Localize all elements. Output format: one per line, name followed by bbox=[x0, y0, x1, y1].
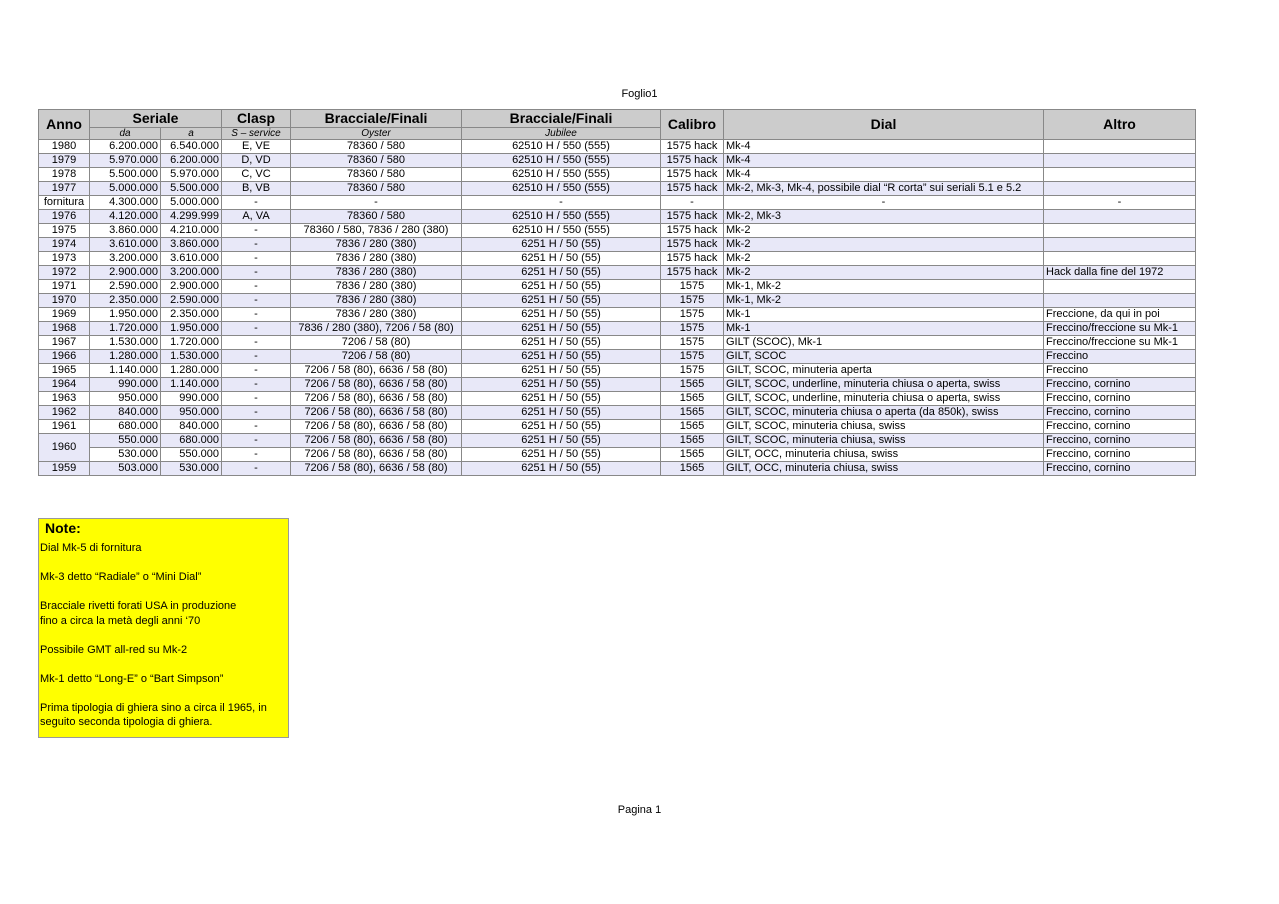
cell-clasp: - bbox=[222, 238, 291, 252]
cell-seriale-a: 1.950.000 bbox=[161, 322, 222, 336]
cell-anno: 1959 bbox=[39, 462, 90, 476]
note-line: fino a circa la metà degli anni ‘70 bbox=[40, 614, 201, 627]
cell-jubilee: 62510 H / 550 (555) bbox=[462, 154, 661, 168]
cell-clasp: - bbox=[222, 434, 291, 448]
table-row bbox=[39, 182, 1196, 196]
cell-dial: Mk-2, Mk-3, Mk-4, possibile dial “R corta” sui seriali 5.1 e 5.2 bbox=[724, 182, 1044, 196]
sheet-title: Foglio1 bbox=[621, 88, 658, 100]
note-gap bbox=[39, 628, 288, 643]
cell-calibro: 1575 bbox=[661, 280, 724, 294]
table-row bbox=[39, 336, 1196, 350]
cell-seriale-a: 5.000.000 bbox=[161, 196, 222, 210]
cell-oyster: 7206 / 58 (80), 6636 / 58 (80) bbox=[291, 378, 462, 392]
cell-clasp: - bbox=[222, 294, 291, 308]
cell-anno: 1960 bbox=[39, 434, 90, 462]
cell-clasp: - bbox=[222, 378, 291, 392]
cell-calibro: - bbox=[661, 196, 724, 210]
cell-calibro: 1565 bbox=[661, 420, 724, 434]
cell-seriale-a: 3.200.000 bbox=[161, 266, 222, 280]
cell-oyster: 7836 / 280 (380) bbox=[291, 266, 462, 280]
cell-seriale-da: 503.000 bbox=[90, 462, 161, 476]
cell-jubilee: 6251 H / 50 (55) bbox=[462, 252, 661, 266]
cell-jubilee: 62510 H / 550 (555) bbox=[462, 182, 661, 196]
cell-oyster: 78360 / 580 bbox=[291, 182, 462, 196]
cell-seriale-da: 5.970.000 bbox=[90, 154, 161, 168]
cell-altro bbox=[1044, 182, 1196, 196]
header-seriale: Seriale bbox=[90, 110, 222, 128]
cell-dial: GILT (SCOC), Mk-1 bbox=[724, 336, 1044, 350]
table-row bbox=[39, 140, 1196, 154]
header-calibro: Calibro bbox=[661, 110, 724, 140]
cell-seriale-da: 1.950.000 bbox=[90, 308, 161, 322]
cell-seriale-da: 840.000 bbox=[90, 406, 161, 420]
cell-anno: 1971 bbox=[39, 280, 90, 294]
cell-calibro: 1565 bbox=[661, 378, 724, 392]
cell-jubilee: 6251 H / 50 (55) bbox=[462, 266, 661, 280]
cell-anno: 1975 bbox=[39, 224, 90, 238]
table-row bbox=[39, 420, 1196, 434]
table-row bbox=[39, 378, 1196, 392]
cell-anno: 1974 bbox=[39, 238, 90, 252]
cell-calibro: 1575 hack bbox=[661, 168, 724, 182]
cell-clasp: - bbox=[222, 350, 291, 364]
cell-dial: Mk-2 bbox=[724, 252, 1044, 266]
table-row bbox=[39, 434, 1196, 448]
cell-anno: 1977 bbox=[39, 182, 90, 196]
cell-seriale-da: 3.200.000 bbox=[90, 252, 161, 266]
cell-clasp: - bbox=[222, 266, 291, 280]
cell-anno: 1972 bbox=[39, 266, 90, 280]
table-row bbox=[39, 224, 1196, 238]
cell-seriale-a: 1.280.000 bbox=[161, 364, 222, 378]
cell-altro bbox=[1044, 154, 1196, 168]
cell-jubilee: 62510 H / 550 (555) bbox=[462, 140, 661, 154]
table-row bbox=[39, 294, 1196, 308]
table-row bbox=[39, 266, 1196, 280]
cell-anno: 1961 bbox=[39, 420, 90, 434]
cell-clasp: - bbox=[222, 448, 291, 462]
cell-calibro: 1565 bbox=[661, 448, 724, 462]
header-clasp-sub: S – service bbox=[222, 128, 291, 140]
cell-jubilee: 6251 H / 50 (55) bbox=[462, 392, 661, 406]
cell-oyster: 7206 / 58 (80), 6636 / 58 (80) bbox=[291, 462, 462, 476]
table-row bbox=[39, 364, 1196, 378]
cell-anno: 1966 bbox=[39, 350, 90, 364]
cell-dial: Mk-2, Mk-3 bbox=[724, 210, 1044, 224]
cell-altro bbox=[1044, 280, 1196, 294]
header-seriale-da: da bbox=[90, 128, 161, 140]
cell-jubilee: 62510 H / 550 (555) bbox=[462, 168, 661, 182]
cell-calibro: 1575 hack bbox=[661, 252, 724, 266]
header-anno: Anno bbox=[39, 110, 90, 140]
cell-altro bbox=[1044, 252, 1196, 266]
cell-jubilee: 6251 H / 50 (55) bbox=[462, 448, 661, 462]
header-dial: Dial bbox=[724, 110, 1044, 140]
cell-anno: 1979 bbox=[39, 154, 90, 168]
cell-altro bbox=[1044, 210, 1196, 224]
note-lines bbox=[39, 541, 288, 730]
table-row bbox=[39, 196, 1196, 210]
cell-dial: GILT, SCOC, minuteria chiusa, swiss bbox=[724, 420, 1044, 434]
cell-jubilee: 6251 H / 50 (55) bbox=[462, 434, 661, 448]
cell-calibro: 1575 bbox=[661, 294, 724, 308]
cell-jubilee: - bbox=[462, 196, 661, 210]
cell-oyster: 78360 / 580 bbox=[291, 154, 462, 168]
note-title: Note: bbox=[45, 520, 81, 536]
cell-oyster: 78360 / 580 bbox=[291, 210, 462, 224]
note-line: seguito seconda tipologia di ghiera. bbox=[40, 716, 213, 728]
note-line: Mk-1 detto “Long-E” o “Bart Simpson” bbox=[40, 672, 224, 685]
cell-oyster: 7836 / 280 (380) bbox=[291, 308, 462, 322]
cell-seriale-da: 2.350.000 bbox=[90, 294, 161, 308]
cell-seriale-da: 1.280.000 bbox=[90, 350, 161, 364]
cell-seriale-a: 2.590.000 bbox=[161, 294, 222, 308]
cell-calibro: 1575 hack bbox=[661, 210, 724, 224]
cell-calibro: 1575 bbox=[661, 308, 724, 322]
cell-altro: Freccino bbox=[1044, 364, 1196, 378]
cell-oyster: 7206 / 58 (80) bbox=[291, 336, 462, 350]
note-gap bbox=[39, 585, 288, 600]
cell-clasp: - bbox=[222, 280, 291, 294]
cell-jubilee: 6251 H / 50 (55) bbox=[462, 280, 661, 294]
cell-anno: 1970 bbox=[39, 294, 90, 308]
note-gap bbox=[39, 556, 288, 571]
cell-oyster: 78360 / 580 bbox=[291, 140, 462, 154]
note-line: Dial Mk-5 di fornitura bbox=[40, 542, 142, 554]
cell-seriale-a: 1.720.000 bbox=[161, 336, 222, 350]
cell-jubilee: 62510 H / 550 (555) bbox=[462, 210, 661, 224]
cell-oyster: 7206 / 58 (80), 6636 / 58 (80) bbox=[291, 392, 462, 406]
cell-clasp: E, VE bbox=[222, 140, 291, 154]
cell-jubilee: 6251 H / 50 (55) bbox=[462, 364, 661, 378]
cell-oyster: - bbox=[291, 196, 462, 210]
cell-dial: Mk-2 bbox=[724, 224, 1044, 238]
cell-clasp: - bbox=[222, 224, 291, 238]
cell-oyster: 7206 / 58 (80), 6636 / 58 (80) bbox=[291, 406, 462, 420]
cell-calibro: 1575 hack bbox=[661, 266, 724, 280]
cell-jubilee: 6251 H / 50 (55) bbox=[462, 350, 661, 364]
cell-oyster: 7206 / 58 (80), 6636 / 58 (80) bbox=[291, 434, 462, 448]
cell-altro: Hack dalla fine del 1972 bbox=[1044, 266, 1196, 280]
cell-jubilee: 6251 H / 50 (55) bbox=[462, 294, 661, 308]
cell-dial: GILT, SCOC, underline, minuteria chiusa o aperta, swiss bbox=[724, 378, 1044, 392]
cell-oyster: 7836 / 280 (380) bbox=[291, 252, 462, 266]
cell-jubilee: 62510 H / 550 (555) bbox=[462, 224, 661, 238]
cell-anno: 1978 bbox=[39, 168, 90, 182]
header-altro: Altro bbox=[1044, 110, 1196, 140]
table-row bbox=[39, 252, 1196, 266]
cell-seriale-da: 1.720.000 bbox=[90, 322, 161, 336]
cell-oyster: 7836 / 280 (380), 7206 / 58 (80) bbox=[291, 322, 462, 336]
cell-anno: 1962 bbox=[39, 406, 90, 420]
cell-seriale-a: 3.610.000 bbox=[161, 252, 222, 266]
cell-jubilee: 6251 H / 50 (55) bbox=[462, 238, 661, 252]
note-line: Prima tipologia di ghiera sino a circa il 1965, in bbox=[40, 701, 267, 714]
cell-oyster: 7206 / 58 (80) bbox=[291, 350, 462, 364]
cell-clasp: - bbox=[222, 364, 291, 378]
table-row bbox=[39, 168, 1196, 182]
header-bracciale-oyster: Bracciale/Finali bbox=[291, 110, 462, 128]
header-jubilee-sub: Jubilee bbox=[462, 128, 661, 140]
note-line: Bracciale rivetti forati USA in produzione bbox=[40, 600, 237, 612]
cell-altro: Freccino, cornino bbox=[1044, 434, 1196, 448]
note-line: Possibile GMT all-red su Mk-2 bbox=[40, 643, 188, 656]
cell-jubilee: 6251 H / 50 (55) bbox=[462, 378, 661, 392]
cell-clasp: - bbox=[222, 406, 291, 420]
cell-clasp: D, VD bbox=[222, 154, 291, 168]
cell-seriale-da: 4.300.000 bbox=[90, 196, 161, 210]
table-row bbox=[39, 154, 1196, 168]
cell-dial: GILT, OCC, minuteria chiusa, swiss bbox=[724, 462, 1044, 476]
cell-calibro: 1575 bbox=[661, 364, 724, 378]
cell-dial: Mk-1 bbox=[724, 308, 1044, 322]
cell-seriale-a: 950.000 bbox=[161, 406, 222, 420]
cell-oyster: 7836 / 280 (380) bbox=[291, 238, 462, 252]
cell-dial: Mk-4 bbox=[724, 140, 1044, 154]
cell-seriale-da: 530.000 bbox=[90, 448, 161, 462]
cell-anno: 1980 bbox=[39, 140, 90, 154]
cell-altro: - bbox=[1044, 196, 1196, 210]
table-row bbox=[39, 308, 1196, 322]
cell-jubilee: 6251 H / 50 (55) bbox=[462, 322, 661, 336]
cell-altro bbox=[1044, 140, 1196, 154]
cell-clasp: - bbox=[222, 336, 291, 350]
cell-calibro: 1575 hack bbox=[661, 238, 724, 252]
cell-altro: Freccino, cornino bbox=[1044, 392, 1196, 406]
cell-clasp: - bbox=[222, 252, 291, 266]
cell-calibro: 1565 bbox=[661, 406, 724, 420]
cell-clasp: - bbox=[222, 392, 291, 406]
cell-seriale-a: 2.900.000 bbox=[161, 280, 222, 294]
cell-seriale-da: 1.140.000 bbox=[90, 364, 161, 378]
cell-seriale-a: 5.970.000 bbox=[161, 168, 222, 182]
cell-calibro: 1575 hack bbox=[661, 224, 724, 238]
cell-seriale-da: 6.200.000 bbox=[90, 140, 161, 154]
cell-oyster: 7206 / 58 (80), 6636 / 58 (80) bbox=[291, 448, 462, 462]
cell-seriale-a: 4.299.999 bbox=[161, 210, 222, 224]
cell-seriale-da: 2.590.000 bbox=[90, 280, 161, 294]
cell-clasp: - bbox=[222, 196, 291, 210]
cell-oyster: 7206 / 58 (80), 6636 / 58 (80) bbox=[291, 364, 462, 378]
cell-seriale-a: 1.530.000 bbox=[161, 350, 222, 364]
cell-anno: 1963 bbox=[39, 392, 90, 406]
table-row bbox=[39, 462, 1196, 476]
cell-dial: Mk-1, Mk-2 bbox=[724, 280, 1044, 294]
cell-clasp: A, VA bbox=[222, 210, 291, 224]
table-row bbox=[39, 406, 1196, 420]
cell-seriale-a: 990.000 bbox=[161, 392, 222, 406]
cell-oyster: 7836 / 280 (380) bbox=[291, 280, 462, 294]
serial-table bbox=[38, 109, 1196, 476]
cell-altro: Freccino, cornino bbox=[1044, 378, 1196, 392]
cell-clasp: - bbox=[222, 322, 291, 336]
cell-oyster: 78360 / 580, 7836 / 280 (380) bbox=[291, 224, 462, 238]
cell-jubilee: 6251 H / 50 (55) bbox=[462, 420, 661, 434]
cell-dial: Mk-2 bbox=[724, 238, 1044, 252]
cell-anno: 1973 bbox=[39, 252, 90, 266]
cell-dial: Mk-1 bbox=[724, 322, 1044, 336]
cell-seriale-a: 4.210.000 bbox=[161, 224, 222, 238]
cell-dial: GILT, SCOC bbox=[724, 350, 1044, 364]
cell-altro bbox=[1044, 168, 1196, 182]
cell-seriale-da: 950.000 bbox=[90, 392, 161, 406]
cell-altro: Freccione, da qui in poi bbox=[1044, 308, 1196, 322]
cell-seriale-a: 840.000 bbox=[161, 420, 222, 434]
cell-clasp: - bbox=[222, 420, 291, 434]
header-oyster-sub: Oyster bbox=[291, 128, 462, 140]
cell-altro: Freccino, cornino bbox=[1044, 406, 1196, 420]
cell-dial: Mk-1, Mk-2 bbox=[724, 294, 1044, 308]
table-row bbox=[39, 350, 1196, 364]
header-seriale-a: a bbox=[161, 128, 222, 140]
table-row bbox=[39, 322, 1196, 336]
cell-seriale-da: 5.500.000 bbox=[90, 168, 161, 182]
cell-oyster: 7206 / 58 (80), 6636 / 58 (80) bbox=[291, 420, 462, 434]
cell-altro: Freccino, cornino bbox=[1044, 448, 1196, 462]
cell-calibro: 1575 bbox=[661, 322, 724, 336]
cell-jubilee: 6251 H / 50 (55) bbox=[462, 336, 661, 350]
note-gap bbox=[39, 657, 288, 672]
cell-dial: GILT, SCOC, minuteria chiusa, swiss bbox=[724, 434, 1044, 448]
cell-seriale-da: 2.900.000 bbox=[90, 266, 161, 280]
cell-anno: 1965 bbox=[39, 364, 90, 378]
page-footer: Pagina 1 bbox=[617, 804, 662, 816]
cell-dial: Mk-4 bbox=[724, 154, 1044, 168]
cell-dial: - bbox=[724, 196, 1044, 210]
cell-altro: Freccino/freccione su Mk-1 bbox=[1044, 322, 1196, 336]
cell-seriale-da: 3.860.000 bbox=[90, 224, 161, 238]
cell-anno: 1969 bbox=[39, 308, 90, 322]
cell-seriale-da: 550.000 bbox=[90, 434, 161, 448]
cell-anno: 1964 bbox=[39, 378, 90, 392]
header-bracciale-jubilee: Bracciale/Finali bbox=[462, 110, 661, 128]
cell-calibro: 1565 bbox=[661, 462, 724, 476]
cell-anno: 1967 bbox=[39, 336, 90, 350]
cell-altro: Freccino/freccione su Mk-1 bbox=[1044, 336, 1196, 350]
table-row bbox=[39, 280, 1196, 294]
cell-calibro: 1575 hack bbox=[661, 154, 724, 168]
cell-jubilee: 6251 H / 50 (55) bbox=[462, 406, 661, 420]
table-row bbox=[39, 238, 1196, 252]
cell-calibro: 1575 hack bbox=[661, 182, 724, 196]
cell-seriale-a: 6.200.000 bbox=[161, 154, 222, 168]
cell-altro: Freccino, cornino bbox=[1044, 462, 1196, 476]
cell-seriale-da: 5.000.000 bbox=[90, 182, 161, 196]
cell-calibro: 1575 bbox=[661, 350, 724, 364]
table-row bbox=[39, 210, 1196, 224]
table-row bbox=[39, 392, 1196, 406]
cell-seriale-a: 2.350.000 bbox=[161, 308, 222, 322]
cell-jubilee: 6251 H / 50 (55) bbox=[462, 308, 661, 322]
note-gap bbox=[39, 686, 288, 701]
header-clasp: Clasp bbox=[222, 110, 291, 128]
note-box bbox=[38, 518, 289, 738]
cell-altro: Freccino, cornino bbox=[1044, 420, 1196, 434]
cell-seriale-a: 3.860.000 bbox=[161, 238, 222, 252]
cell-seriale-da: 1.530.000 bbox=[90, 336, 161, 350]
cell-seriale-a: 6.540.000 bbox=[161, 140, 222, 154]
cell-dial: Mk-4 bbox=[724, 168, 1044, 182]
cell-seriale-a: 530.000 bbox=[161, 462, 222, 476]
cell-dial: Mk-2 bbox=[724, 266, 1044, 280]
cell-altro bbox=[1044, 238, 1196, 252]
cell-oyster: 78360 / 580 bbox=[291, 168, 462, 182]
note-line: Mk-3 detto “Radiale” o “Mini Dial” bbox=[40, 571, 202, 583]
cell-dial: GILT, SCOC, minuteria chiusa o aperta (da 850k), swiss bbox=[724, 406, 1044, 420]
cell-altro bbox=[1044, 224, 1196, 238]
cell-oyster: 7836 / 280 (380) bbox=[291, 294, 462, 308]
cell-seriale-da: 3.610.000 bbox=[90, 238, 161, 252]
cell-anno: fornitura bbox=[39, 196, 90, 210]
cell-seriale-a: 550.000 bbox=[161, 448, 222, 462]
cell-clasp: B, VB bbox=[222, 182, 291, 196]
cell-seriale-da: 990.000 bbox=[90, 378, 161, 392]
cell-clasp: - bbox=[222, 462, 291, 476]
cell-seriale-a: 5.500.000 bbox=[161, 182, 222, 196]
table-body bbox=[39, 140, 1196, 476]
cell-seriale-a: 680.000 bbox=[161, 434, 222, 448]
cell-calibro: 1565 bbox=[661, 392, 724, 406]
cell-dial: GILT, SCOC, minuteria aperta bbox=[724, 364, 1044, 378]
cell-seriale-da: 4.120.000 bbox=[90, 210, 161, 224]
cell-seriale-da: 680.000 bbox=[90, 420, 161, 434]
cell-calibro: 1575 bbox=[661, 336, 724, 350]
table-row bbox=[39, 448, 1196, 462]
cell-dial: GILT, SCOC, underline, minuteria chiusa o aperta, swiss bbox=[724, 392, 1044, 406]
cell-anno: 1968 bbox=[39, 322, 90, 336]
cell-anno: 1976 bbox=[39, 210, 90, 224]
cell-calibro: 1565 bbox=[661, 434, 724, 448]
cell-dial: GILT, OCC, minuteria chiusa, swiss bbox=[724, 448, 1044, 462]
cell-jubilee: 6251 H / 50 (55) bbox=[462, 462, 661, 476]
cell-calibro: 1575 hack bbox=[661, 140, 724, 154]
cell-clasp: C, VC bbox=[222, 168, 291, 182]
cell-clasp: - bbox=[222, 308, 291, 322]
cell-seriale-a: 1.140.000 bbox=[161, 378, 222, 392]
cell-altro bbox=[1044, 294, 1196, 308]
cell-altro: Freccino bbox=[1044, 350, 1196, 364]
